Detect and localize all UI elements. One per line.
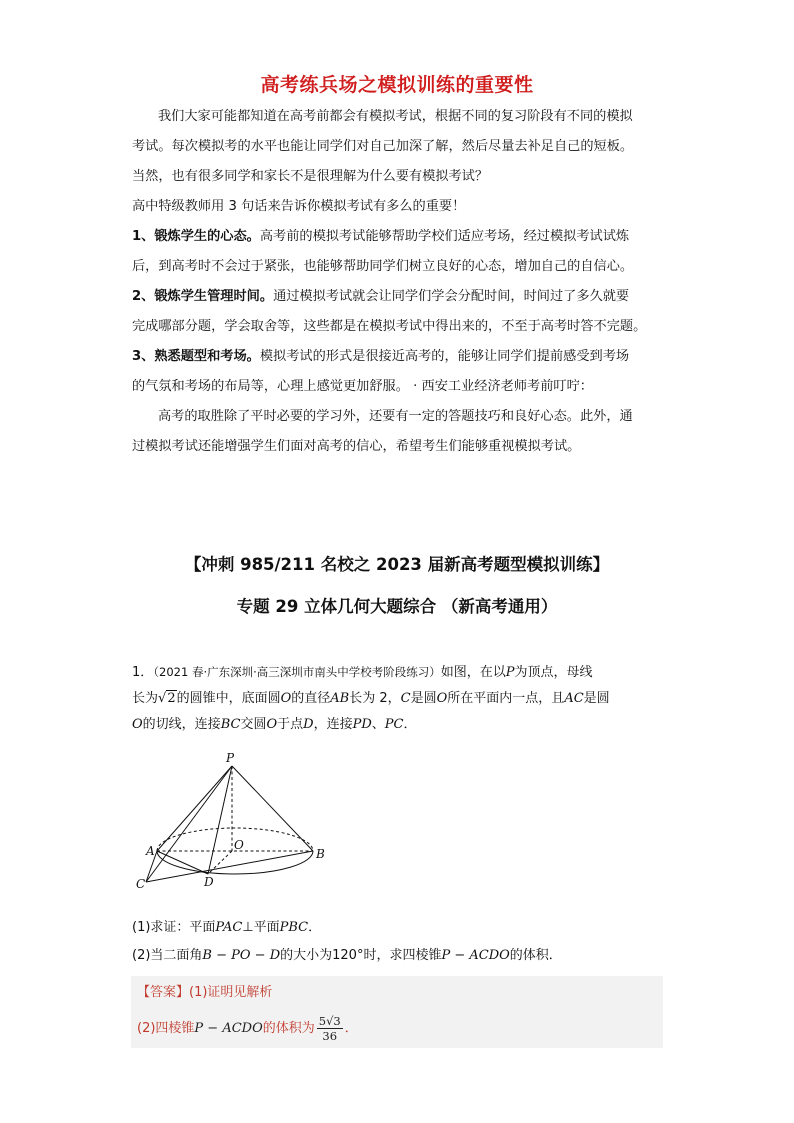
intro-line: 我们大家可能都知道在高考前都会有模拟考试，根据不同的复习阶段有不同的模拟 (158, 109, 633, 124)
problem-statement (132, 659, 672, 738)
answer-box (131, 976, 663, 1048)
var: AB (330, 691, 350, 706)
var: B − PO − D (202, 948, 281, 963)
intro-line: 过模拟考试还能增强学生们面对高考的信心，希望考生们能够重视模拟考试。 (132, 439, 581, 454)
cone-figure (132, 748, 332, 888)
text: 的直径 (291, 691, 331, 706)
answer-tag: 【答案】 (137, 985, 190, 1000)
intro-line: 完成哪部分题，学会取舍等，这些都是在模拟考试中得出来的，不至于高考时答不完题。 (132, 319, 647, 334)
question-2 (132, 942, 672, 970)
intro-item-3 (132, 342, 672, 372)
text: ． (308, 920, 322, 935)
text: 长为 (132, 691, 159, 706)
label-P: P (226, 751, 235, 765)
intro-line: 高考的取胜除了平时必要的学习外，还要有一定的答题技巧和良好心态。此外，通 (158, 409, 633, 424)
var: O (266, 717, 278, 732)
question-1 (132, 914, 672, 942)
label-C: C (136, 877, 146, 888)
var: P (505, 665, 515, 680)
line-PA (157, 766, 232, 851)
line-AD (157, 851, 208, 874)
problem-source: （2021 春·广东深圳·高三深圳市南头中学校考阶段练习） (153, 665, 441, 679)
base-ellipse-front (157, 851, 313, 874)
text: 的圆锥中，底面圆 (176, 691, 281, 706)
problem-number: 1． (132, 665, 154, 680)
problem-line-1 (132, 659, 672, 686)
label-D: D (204, 875, 214, 888)
fraction (317, 1014, 343, 1043)
text: 的大小为120°时，求四棱锥 (280, 948, 442, 963)
text: (2)当二面角 (132, 948, 203, 963)
text: 是圆 (583, 691, 610, 706)
intro-line: 的气氛和考场的布局等，心理上感觉更加舒服。 · 西安工业经济老师考前叮咛： (132, 379, 593, 394)
problem-line-2 (132, 686, 672, 712)
text: 是圆 (410, 691, 437, 706)
answer-text: (2)四棱锥 (137, 1021, 195, 1036)
radicand: 2 (167, 691, 176, 706)
numerator: 5√3 (318, 1014, 341, 1028)
intro-item-2 (132, 282, 672, 312)
intro-line: 当然，也有很多同学和家长不是很理解为什么要有模拟考试？ (132, 169, 489, 184)
label-A: A (146, 844, 155, 858)
text: 的体积． (509, 948, 562, 963)
intro-text (132, 102, 672, 462)
answer-text: ． (344, 1021, 358, 1036)
answer-row-1 (137, 981, 272, 1000)
section-title: 【冲刺 985/211 名校之 2023 届新高考题型模拟训练】 (184, 555, 610, 574)
item-text: 高考前的模拟考试能够帮助学校们适应考场，经过模拟考试试炼 (259, 229, 630, 244)
text: ． (403, 717, 417, 732)
item-heading: 2、锻炼学生管理时间。 (132, 289, 274, 304)
item-text: 通过模拟考试就会让同学们学会分配时间，时间过了多久就要 (273, 289, 630, 304)
line-PB (232, 766, 313, 851)
text: ，连接 (313, 717, 353, 732)
line-OD (208, 851, 232, 874)
var: O (132, 717, 143, 732)
text: 所在平面内一点，且 (447, 691, 565, 706)
text: ⊥平面 (242, 920, 280, 935)
problem-line-3 (132, 712, 672, 738)
var: O (436, 691, 448, 706)
var: O (280, 691, 292, 706)
text: 交圆 (240, 717, 267, 732)
var: PC (384, 717, 404, 732)
line-CB (146, 851, 313, 882)
var: PAC (215, 920, 243, 935)
intro-line: 高中特级教师用 3 句话来告诉你模拟考试有多么的重要！ (132, 199, 466, 214)
page-title: 高考练兵场之模拟训练的重要性 (260, 74, 534, 96)
questions (132, 914, 672, 970)
var: C (400, 691, 411, 706)
text: (1)求证：平面 (132, 920, 216, 935)
text: 的切线，连接 (142, 717, 221, 732)
sqrt-expression: √2 (158, 691, 176, 706)
text: 长为 2， (349, 691, 401, 706)
var: BC (220, 717, 241, 732)
section-subtitle: 专题 29 立体几何大题综合 （新高考通用） (236, 597, 558, 616)
intro-item-1 (132, 222, 672, 252)
denominator: 36 (322, 1029, 338, 1043)
intro-line: 考试。每次模拟考的水平也能让同学们对自己加深了解，然后尽量去补足自己的短板。 (132, 139, 634, 154)
var: D (303, 717, 314, 732)
label-B: B (316, 847, 325, 861)
label-O: O (234, 838, 244, 852)
item-heading: 3、熟悉题型和考场。 (132, 349, 260, 364)
intro-line: 后，到高考时不会过于紧张，也能够帮助同学们树立良好的心态，增加自己的自信心。 (132, 259, 634, 274)
text: 如图，在以 (440, 665, 506, 680)
var: P − ACDO (441, 948, 510, 963)
answer-row-2 (137, 1014, 358, 1043)
item-heading: 1、锻炼学生的心态。 (132, 229, 260, 244)
text: 于点 (277, 717, 304, 732)
answer-text: (1)证明见解析 (189, 985, 273, 1000)
text: 为顶点，母线 (514, 665, 593, 680)
text: 、 (371, 717, 385, 732)
answer-text: 的体积为 (262, 1021, 315, 1036)
var: PD (352, 717, 372, 732)
var: PBC (279, 920, 309, 935)
item-text: 模拟考试的形式是很接近高考的，能够让同学们提前感受到考场 (259, 349, 630, 364)
var: P − ACDO (194, 1021, 263, 1036)
var: AC (564, 691, 584, 706)
